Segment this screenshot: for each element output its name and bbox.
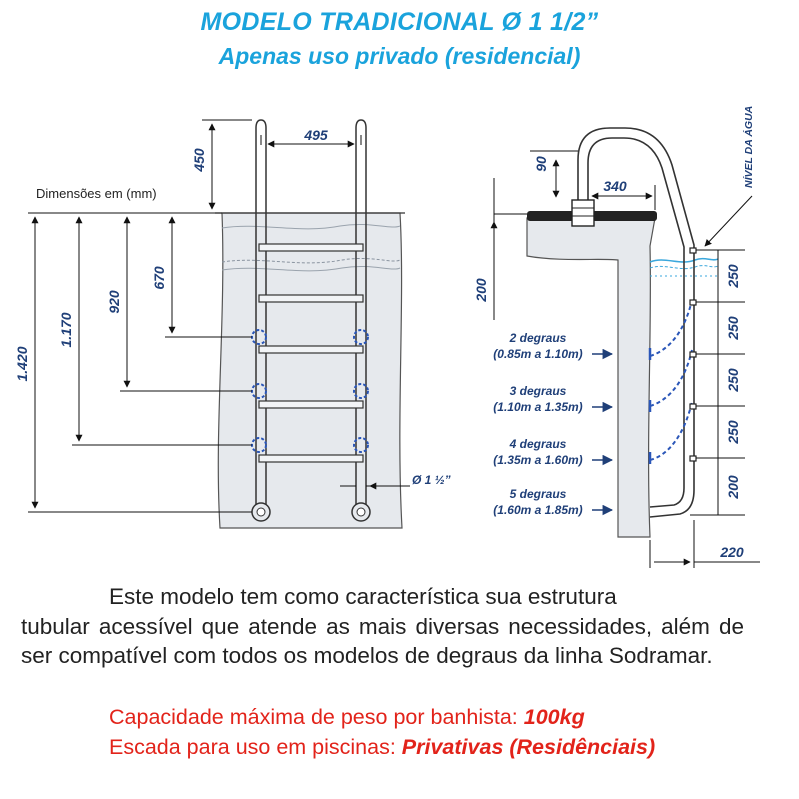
dim-250-b-label: 250 xyxy=(725,316,741,340)
step-4-range: (1.35m a 1.60m) xyxy=(493,453,583,467)
dim-width-label: 495 xyxy=(304,127,328,143)
usage-label: Escada para uso em piscinas: xyxy=(109,735,402,759)
dim-1170-label: 1.170 xyxy=(58,312,74,348)
dim-200-top-label: 200 xyxy=(473,278,489,302)
dim-250-c-label: 250 xyxy=(725,368,741,392)
dim-200-bottom-label: 200 xyxy=(725,475,741,499)
capacity-value: 100kg xyxy=(523,705,585,729)
dim-250-a-label: 250 xyxy=(725,264,741,288)
page-title: MODELO TRADICIONAL Ø 1 1/2” xyxy=(200,8,599,36)
dim-670-label: 670 xyxy=(151,266,167,290)
dim-top-label: 450 xyxy=(191,148,207,172)
pool-wall xyxy=(218,213,402,528)
water-level-label: NÍVEL DA ÁGUA xyxy=(743,105,755,188)
dim-220-label: 220 xyxy=(720,544,744,560)
description-first-line: Este modelo tem como característica sua estrutura xyxy=(109,584,617,609)
units-label: Dimensões em (mm) xyxy=(36,186,157,201)
step-3-range: (1.10m a 1.35m) xyxy=(493,400,583,414)
step-5-title: 5 degraus xyxy=(509,487,567,501)
step-5-range: (1.60m a 1.85m) xyxy=(493,503,583,517)
description-text xyxy=(21,582,744,671)
capacity-line xyxy=(109,705,585,730)
page-subtitle: Apenas uso privado (residencial) xyxy=(218,43,581,69)
dim-250-d-label: 250 xyxy=(725,420,741,444)
capacity-label: Capacidade máxima de peso por banhista: xyxy=(109,705,524,729)
usage-line xyxy=(109,735,655,760)
dim-90-label: 90 xyxy=(533,156,549,172)
dim-1420-label: 1.420 xyxy=(14,346,30,382)
tube-diameter-label: Ø 1 ½” xyxy=(412,473,451,487)
front-view xyxy=(14,120,451,528)
step-3-title: 3 degraus xyxy=(509,384,567,398)
side-view xyxy=(473,106,760,568)
dim-920-label: 920 xyxy=(106,290,122,314)
usage-value: Privativas (Residênciais) xyxy=(401,735,656,759)
description-body: tubular acessível que atende as mais diversas necessidades, além de ser compatível com todos os modelos de degraus da linha Sodramar. xyxy=(21,613,744,668)
step-2-range: (0.85m a 1.10m) xyxy=(493,347,583,361)
step-4-title: 4 degraus xyxy=(509,437,567,451)
step-2-title: 2 degraus xyxy=(509,331,567,345)
dim-340-label: 340 xyxy=(603,178,627,194)
